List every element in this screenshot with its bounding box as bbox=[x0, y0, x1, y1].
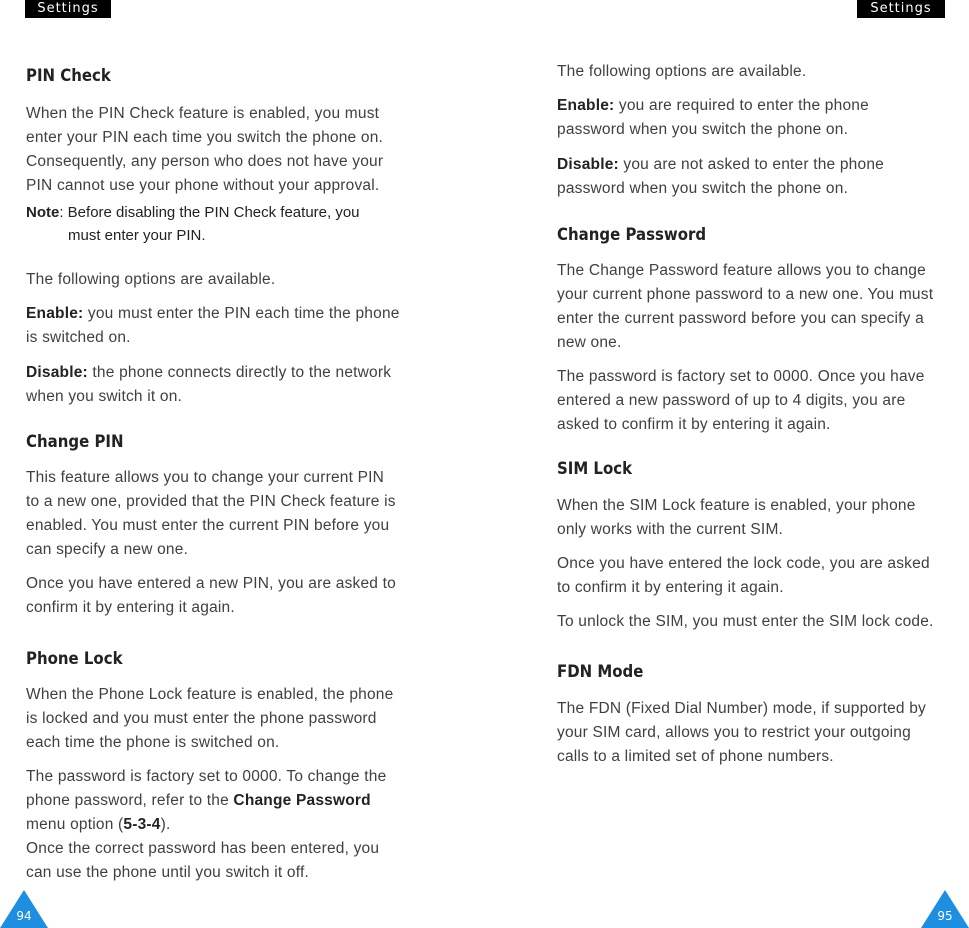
change-pin-heading: Change PIN bbox=[26, 432, 124, 452]
text-line: The password is factory set to 0000. Once you have bbox=[557, 368, 925, 385]
section-tab-right: Settings bbox=[857, 0, 945, 18]
text-line: Once you have entered a new PIN, you are asked to bbox=[26, 575, 396, 592]
disable-label: Disable: bbox=[26, 364, 88, 381]
sim-lock-section bbox=[557, 459, 949, 479]
pin-check-options bbox=[26, 268, 416, 409]
page-number-badge-right bbox=[921, 890, 969, 928]
disable-label: Disable: bbox=[557, 156, 619, 173]
text-line: When the PIN Check feature is enabled, you must bbox=[26, 105, 380, 122]
change-password-section bbox=[557, 225, 949, 245]
fdn-mode-heading: FDN Mode bbox=[557, 662, 644, 682]
disable-option bbox=[557, 153, 949, 177]
sim-lock-body bbox=[557, 494, 949, 634]
text-line: Once you have entered the lock code, you are asked bbox=[557, 555, 930, 572]
text-line: to confirm it by entering it again. bbox=[557, 579, 784, 596]
text-line: To unlock the SIM, you must enter the SIM lock code. bbox=[557, 613, 934, 630]
text-line: new one. bbox=[557, 334, 622, 351]
text-line: Consequently, any person who does not have your bbox=[26, 153, 384, 170]
pin-check-heading: PIN Check bbox=[26, 66, 111, 86]
pin-check-body bbox=[26, 102, 416, 198]
enable-option bbox=[557, 94, 949, 118]
note-text: must enter your PIN. bbox=[68, 227, 206, 244]
text-line: This feature allows you to change your current PIN bbox=[26, 469, 385, 486]
pin-check-section bbox=[26, 66, 416, 86]
text-line: The FDN (Fixed Dial Number) mode, if supported by bbox=[557, 700, 927, 717]
text-line: enabled. You must enter the current PIN before you bbox=[26, 517, 390, 534]
enable-option bbox=[26, 302, 416, 326]
text-line: When the SIM Lock feature is enabled, your phone bbox=[557, 497, 916, 514]
phone-lock-heading: Phone Lock bbox=[26, 649, 123, 669]
text-line: to a new one, provided that the PIN Check feature is bbox=[26, 493, 396, 510]
text-line: confirm it by entering it again. bbox=[26, 599, 235, 616]
disable-text: the phone connects directly to the network bbox=[87, 364, 392, 381]
change-password-heading: Change Password bbox=[557, 225, 707, 245]
change-password-body bbox=[557, 259, 949, 437]
pin-check-note bbox=[26, 201, 416, 247]
phone-lock-section bbox=[26, 649, 416, 669]
text-line: calls to a limited set of phone numbers. bbox=[557, 748, 834, 765]
fdn-mode-body bbox=[557, 697, 949, 769]
text-line: Once the correct password has been entered, you bbox=[26, 840, 380, 857]
text-line: your current phone password to a new one. You must bbox=[557, 286, 934, 303]
fdn-mode-section bbox=[557, 662, 949, 682]
text-run: menu option ( bbox=[26, 816, 124, 833]
text-line: entered a new password of up to 4 digits, you are bbox=[557, 392, 906, 409]
text-line bbox=[26, 789, 416, 813]
change-pin-section bbox=[26, 432, 416, 452]
text-line: each time the phone is switched on. bbox=[26, 734, 280, 751]
text-line: enter your PIN each time you switch the phone on. bbox=[26, 129, 384, 146]
text-line: enter the current password before you can specify a bbox=[557, 310, 924, 327]
note-label: Note bbox=[26, 204, 60, 221]
text-line bbox=[26, 813, 416, 837]
enable-text: you must enter the PIN each time the phone bbox=[83, 305, 400, 322]
text-line: your SIM card, allows you to restrict your outgoing bbox=[557, 724, 911, 741]
text-line: When the Phone Lock feature is enabled, the phone bbox=[26, 686, 394, 703]
options-intro: The following options are available. bbox=[26, 271, 276, 288]
page-number-left: 94 bbox=[16, 909, 32, 923]
disable-option bbox=[26, 361, 416, 385]
text-line: can specify a new one. bbox=[26, 541, 189, 558]
page-number-badge-left bbox=[0, 890, 48, 928]
enable-label: Enable: bbox=[26, 305, 84, 322]
enable-text: you are required to enter the phone bbox=[614, 97, 869, 114]
change-password-ref: Change Password bbox=[233, 792, 371, 809]
text-line: asked to confirm it by entering it again. bbox=[557, 416, 831, 433]
text-line: only works with the current SIM. bbox=[557, 521, 784, 538]
text-line: password when you switch the phone on. bbox=[557, 180, 849, 197]
page-number-right: 95 bbox=[937, 909, 953, 923]
menu-code: 5-3-4 bbox=[123, 816, 161, 833]
sim-lock-heading: SIM Lock bbox=[557, 459, 633, 479]
text-line: PIN cannot use your phone without your approval. bbox=[26, 177, 380, 194]
text-line: is locked and you must enter the phone password bbox=[26, 710, 377, 727]
disable-text: you are not asked to enter the phone bbox=[618, 156, 884, 173]
text-run: ). bbox=[160, 816, 171, 833]
text-line: can use the phone until you switch it off. bbox=[26, 864, 309, 881]
note-line bbox=[26, 224, 416, 247]
note-text: : Before disabling the PIN Check feature, you bbox=[59, 204, 360, 221]
text-line: password when you switch the phone on. bbox=[557, 121, 849, 138]
text-line: The Change Password feature allows you to change bbox=[557, 262, 926, 279]
text-line: when you switch it on. bbox=[26, 388, 183, 405]
phone-lock-body bbox=[26, 683, 416, 885]
enable-label: Enable: bbox=[557, 97, 615, 114]
options-intro: The following options are available. bbox=[557, 63, 807, 80]
section-tab-left: Settings bbox=[25, 0, 111, 18]
text-run: phone password, refer to the bbox=[26, 792, 234, 809]
note-line bbox=[26, 201, 416, 224]
text-line: The password is factory set to 0000. To change the bbox=[26, 768, 387, 785]
text-line: is switched on. bbox=[26, 329, 131, 346]
change-pin-body bbox=[26, 466, 416, 620]
password-options bbox=[557, 60, 949, 201]
